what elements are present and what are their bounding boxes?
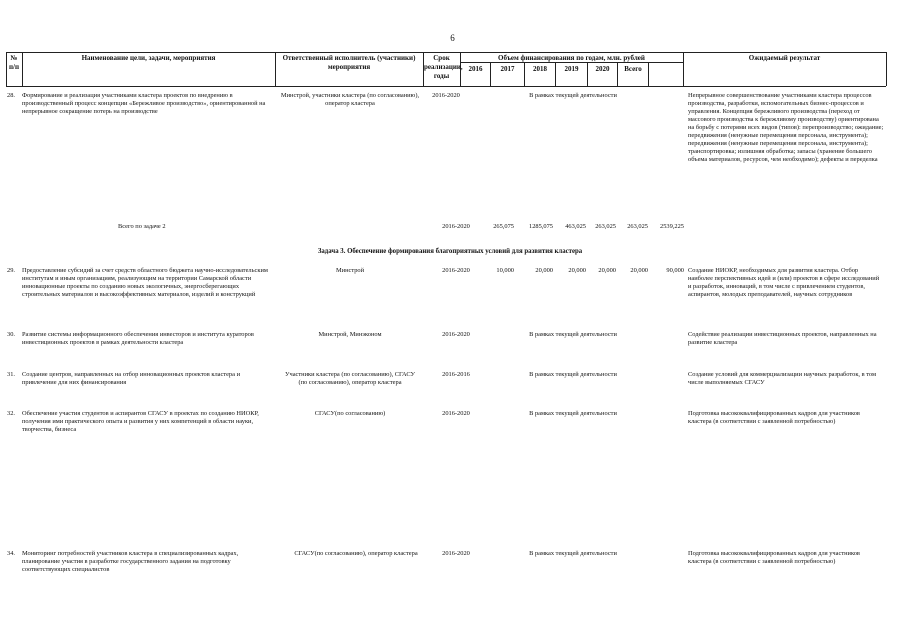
row-funding: В рамках текущей деятельности xyxy=(529,331,617,338)
row-funding: В рамках текущей деятельности xyxy=(529,371,617,378)
header-num: № п/п xyxy=(8,54,19,71)
row-funding: В рамках текущей деятельности xyxy=(529,410,617,417)
total-term: 2016-2020 xyxy=(442,223,470,230)
row-result: Создание НИОКР, необходимых для развития кластера. Отбор наиболее перспективных идей и (или) проектов в сфере исследований и разработок, инноваций, в том числе с привлечением студентов, аспирантов, молодых преподавателей, научных сотрудников xyxy=(688,267,880,298)
row-term: 2016-2016 xyxy=(442,371,470,378)
header-year-2019: 2019 xyxy=(564,65,579,73)
row-executor: СГАСУ(по согласованию), оператор кластера xyxy=(294,550,418,557)
row-result: Подготовка высококвалифицированных кадров для участников кластера (в соответствии с заявленной потребностью) xyxy=(688,550,860,565)
row-2018: 20,000 xyxy=(568,267,586,274)
header-name: Наименование цели, задачи, мероприятия xyxy=(81,54,216,62)
row-num: 34. xyxy=(7,550,15,557)
row-name: Развитие системы информационного обеспечения инвесторов и института кураторов инвестиционных проектов в рамках деятельности кластера xyxy=(22,331,254,346)
row-name: Мониторинг потребностей участников кластера в специализированных кадрах, планирование участия в разработке государственного задания на подготовку соответствующих специалистов xyxy=(22,550,239,573)
row-executor: СГАСУ(по согласованию) xyxy=(314,410,386,417)
row-result: Непрерывное совершенствование участниками кластера процессов производства, разработки, вспомогательных бизнес-процессов и управления. Концепция бережливого производства (переход от массового производства к бережливому производству) ориентирована на борьбу с потерями всех видов (типов): перепроизводство; ожидание; передвижения (ненужные перемещения персонала, инструмента); передвижения (ненужные перемещения персонала, инструмента); транспортировка; излишняя обработка; запасы (хранение большего объема материалов, ресурсов, чем необходимо); дефекты и переделка xyxy=(688,92,884,163)
row-term: 2016-2020 xyxy=(442,331,470,338)
row-name: Обеспечение участия студентов и аспирантов СГАСУ в проектах по созданию НИОКР, получения ими практического опыта и развития у них компетенций в области науки, творчества, бизнеса xyxy=(22,410,259,433)
row-result: Содействие реализации инвестиционных проектов, направленных на развитие кластера xyxy=(688,331,877,346)
header-term: Срок реализации, годы xyxy=(424,54,463,80)
header-year-2020: 2020 xyxy=(595,65,610,73)
row-result: Создание условий для коммерциализации научных разработок, в том числе выполняемых СГАСУ xyxy=(688,371,877,386)
row-executor: Минстрой, участники кластера (по согласованию), оператор кластера xyxy=(280,92,420,107)
row-term: 2016-2020 xyxy=(442,267,470,274)
row-term: 2016-2020 xyxy=(442,550,470,557)
total-2018: 463,025 xyxy=(565,223,586,230)
header-year-2016: 2016 xyxy=(468,65,483,73)
row-2017: 20,000 xyxy=(535,267,553,274)
total-2017: 1285,075 xyxy=(529,223,553,230)
row-result: Подготовка высококвалифицированных кадров для участников кластера (в соответствии с заявленной потребностью) xyxy=(688,410,860,425)
row-num: 30. xyxy=(7,331,15,338)
row-num: 31. xyxy=(7,371,15,378)
row-name: Формирование и реализация участниками кластера проектов по внедрению в производственный процесс концепции «Бережливое производство», ориентированной на непрерывное сокращение потерь на производстве xyxy=(22,92,266,115)
row-total: 90,000 xyxy=(666,267,684,274)
header-funding: Объем финансирования по годам, млн. рублей xyxy=(498,54,645,62)
row-2019: 20,000 xyxy=(598,267,616,274)
row-funding: В рамках текущей деятельности xyxy=(529,550,617,557)
page-number: 6 xyxy=(450,33,455,43)
row-num: 32. xyxy=(7,410,15,417)
total-2020: 263,025 xyxy=(627,223,648,230)
row-num: 28. xyxy=(7,92,15,99)
header-result: Ожидаемый результат xyxy=(748,54,821,62)
row-executor: Минстрой, Минэконом xyxy=(318,331,382,338)
row-2016: 10,000 xyxy=(496,267,514,274)
row-funding: В рамках текущей деятельности xyxy=(529,92,617,99)
total-2016: 265,075 xyxy=(493,223,514,230)
row-name: Предоставление субсидий за счет средств областного бюджета научно-исследовательским институтам и иным организациям, реализующим на территории Самарской области инновационные проекты по созданию новых экологичных, энергосберегающих строительных материалов и высокоэффективных материалов, изделий и конструкций xyxy=(22,267,268,298)
header-year-2017: 2017 xyxy=(500,65,515,73)
header-year-2018: 2018 xyxy=(533,65,547,73)
row-executor: Участники кластера (по согласованию), СГАСУ (по согласованию), оператор кластера xyxy=(284,371,416,386)
row-executor: Минстрой xyxy=(335,267,365,274)
total-all: 2539,225 xyxy=(660,223,684,230)
total-label: Всего по задаче 2 xyxy=(118,223,166,230)
header-total: Всего xyxy=(624,65,642,73)
total-2019: 263,025 xyxy=(595,223,616,230)
row-term: 2016-2020 xyxy=(432,92,460,99)
task-3-title: Задача 3. Обеспечение формирования благоприятных условий для развития кластера xyxy=(317,248,583,255)
row-name: Создание центров, направленных на отбор инновационных проектов кластера и привлечение для них финансирования xyxy=(22,371,240,386)
row-num: 29. xyxy=(7,267,15,274)
header-executor: Ответственный исполнитель (участники) мероприятия xyxy=(282,54,416,71)
row-2020: 20,000 xyxy=(630,267,648,274)
row-term: 2016-2020 xyxy=(442,410,470,417)
